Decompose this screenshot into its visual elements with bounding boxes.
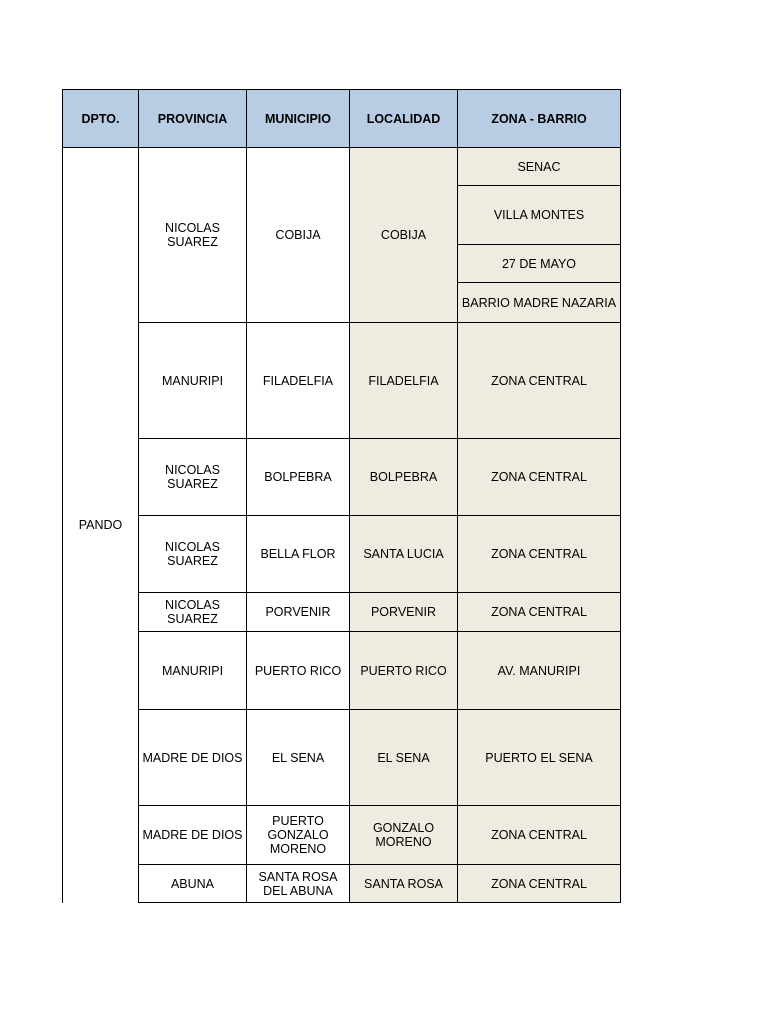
localidad-cell: PORVENIR	[350, 593, 458, 632]
provincia-cell: NICOLAS SUAREZ	[139, 439, 247, 516]
table-row	[63, 710, 621, 806]
municipio-cell: SANTA ROSA DEL ABUNA	[247, 865, 350, 903]
header-zona-barrio: ZONA - BARRIO	[458, 90, 621, 148]
table-row	[63, 593, 621, 632]
table-row	[63, 516, 621, 593]
localidad-cell: GONZALO MORENO	[350, 806, 458, 865]
localidad-cell: PUERTO RICO	[350, 632, 458, 710]
header-localidad: LOCALIDAD	[350, 90, 458, 148]
zona-cell: VILLA MONTES	[458, 186, 621, 245]
zona-cell: ZONA CENTRAL	[458, 516, 621, 593]
municipio-cell: PORVENIR	[247, 593, 350, 632]
municipio-cell: PUERTO RICO	[247, 632, 350, 710]
zona-cell: ZONA CENTRAL	[458, 806, 621, 865]
provincia-cell: NICOLAS SUAREZ	[139, 148, 247, 323]
table-row	[63, 148, 621, 186]
provincia-cell: ABUNA	[139, 865, 247, 903]
municipio-cell: PUERTO GONZALO MORENO	[247, 806, 350, 865]
provincia-cell: MADRE DE DIOS	[139, 806, 247, 865]
municipio-cell: COBIJA	[247, 148, 350, 323]
header-dpto: DPTO.	[63, 90, 139, 148]
table-row	[63, 632, 621, 710]
localidad-cell: EL SENA	[350, 710, 458, 806]
table-row	[63, 439, 621, 516]
table-row	[63, 323, 621, 439]
localidad-cell: SANTA ROSA	[350, 865, 458, 903]
localidad-cell: BOLPEBRA	[350, 439, 458, 516]
table-row	[63, 806, 621, 865]
zona-cell: ZONA CENTRAL	[458, 865, 621, 903]
zona-cell: ZONA CENTRAL	[458, 593, 621, 632]
zona-cell: ZONA CENTRAL	[458, 323, 621, 439]
provincia-cell: NICOLAS SUAREZ	[139, 516, 247, 593]
municipio-cell: FILADELFIA	[247, 323, 350, 439]
municipio-cell: BOLPEBRA	[247, 439, 350, 516]
dpto-cell: PANDO	[63, 148, 139, 903]
locations-table	[62, 89, 621, 903]
zona-cell: AV. MANURIPI	[458, 632, 621, 710]
municipio-cell: EL SENA	[247, 710, 350, 806]
header-municipio: MUNICIPIO	[247, 90, 350, 148]
zona-cell: PUERTO EL SENA	[458, 710, 621, 806]
provincia-cell: MADRE DE DIOS	[139, 710, 247, 806]
header-provincia: PROVINCIA	[139, 90, 247, 148]
municipio-cell: BELLA FLOR	[247, 516, 350, 593]
zona-cell: BARRIO MADRE NAZARIA	[458, 283, 621, 323]
localidad-cell: SANTA LUCIA	[350, 516, 458, 593]
provincia-cell: MANURIPI	[139, 632, 247, 710]
provincia-cell: MANURIPI	[139, 323, 247, 439]
zona-cell: ZONA CENTRAL	[458, 439, 621, 516]
table-row	[63, 865, 621, 903]
header-row	[63, 90, 621, 148]
zona-cell: SENAC	[458, 148, 621, 186]
provincia-cell: NICOLAS SUAREZ	[139, 593, 247, 632]
localidad-cell: FILADELFIA	[350, 323, 458, 439]
zona-cell: 27 DE MAYO	[458, 245, 621, 283]
localidad-cell: COBIJA	[350, 148, 458, 323]
